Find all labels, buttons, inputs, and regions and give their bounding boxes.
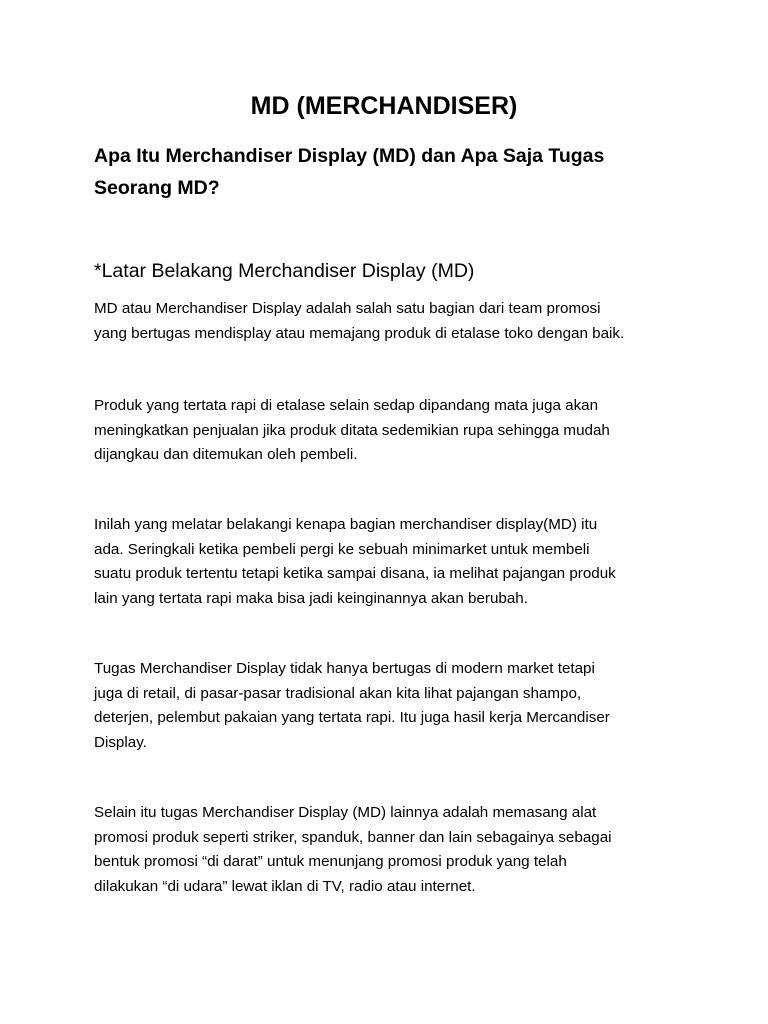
subtitle-line: Seorang MD? <box>94 177 220 199</box>
paragraph-line: MD atau Merchandiser Display adalah salah satu bagian dari team promosi <box>94 300 601 317</box>
paragraph-background <box>94 513 684 611</box>
paragraph-product-display <box>94 394 684 468</box>
paragraph-promotion <box>94 801 684 899</box>
paragraph-intro <box>94 297 684 346</box>
document-subtitle <box>94 140 694 204</box>
paragraph-line: ada. Seringkali ketika pembeli pergi ke sebuah minimarket untuk membeli <box>94 540 590 558</box>
paragraph-line: lain yang tertata rapi maka bisa jadi keinginannya akan berubah. <box>94 589 528 607</box>
paragraph-line: dijangkau dan ditemukan oleh pembeli. <box>94 446 358 463</box>
paragraph-line: meningkatkan penjualan jika produk ditata sedemikian rupa sehingga mudah <box>94 421 610 439</box>
paragraph-duties <box>94 657 684 755</box>
paragraph-line: Produk yang tertata rapi di etalase selain sedap dipandang mata juga akan <box>94 397 599 414</box>
paragraph-line: yang bertugas mendisplay atau memajang produk di etalase toko dengan baik. <box>94 324 625 342</box>
subtitle-line: Apa Itu Merchandiser Display (MD) dan Apa Saja Tugas <box>94 145 605 167</box>
page-title: MD (MERCHANDISER) <box>250 92 518 120</box>
paragraph-line: Inilah yang melatar belakangi kenapa bagian merchandiser display(MD) itu <box>94 516 598 533</box>
section-heading: *Latar Belakang Merchandiser Display (MD) <box>94 260 475 282</box>
paragraph-line: Selain itu tugas Merchandiser Display (MD) lainnya adalah memasang alat <box>94 804 597 821</box>
paragraph-line: Display. <box>94 733 147 751</box>
paragraph-line: bentuk promosi “di darat” untuk menunjang promosi produk yang telah <box>94 853 567 870</box>
paragraph-line: deterjen, pelembut pakaian yang tertata rapi. Itu juga hasil kerja Mercandiser <box>94 709 610 726</box>
paragraph-line: dilakukan “di udara” lewat iklan di TV, radio atau internet. <box>94 877 476 895</box>
paragraph-line: promosi produk seperti striker, spanduk, banner dan lain sebagainya sebagai <box>94 828 612 846</box>
paragraph-line: Tugas Merchandiser Display tidak hanya bertugas di modern market tetapi <box>94 660 595 677</box>
paragraph-line: suatu produk tertentu tetapi ketika sampai disana, ia melihat pajangan produk <box>94 565 616 582</box>
paragraph-line: juga di retail, di pasar-pasar tradisional akan kita lihat pajangan shampo, <box>94 684 582 702</box>
